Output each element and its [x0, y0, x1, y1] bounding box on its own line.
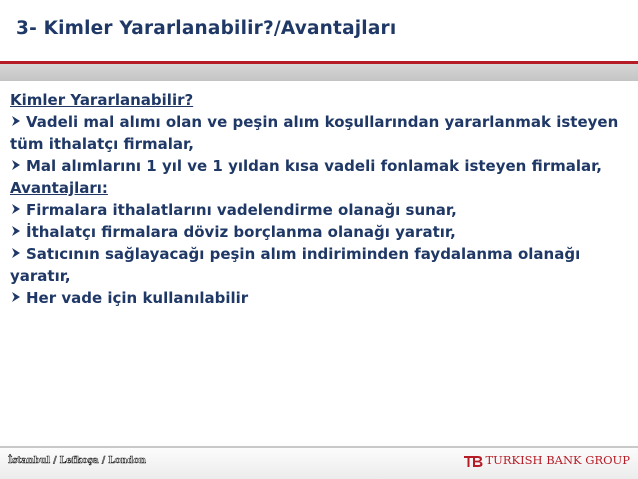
arrow-bullet-icon [10, 243, 26, 265]
arrow-bullet-icon [10, 111, 26, 133]
list-item [10, 287, 630, 309]
list-item [10, 199, 630, 221]
footer-cities: İstanbul / Lefkoşa / London [8, 456, 146, 466]
brand-name: TURKISH BANK GROUP [485, 453, 630, 467]
arrow-bullet-icon [10, 287, 26, 309]
list-item-text: İthalatçı firmalara döviz borçlanma olanağı yaratır, [26, 223, 456, 241]
arrow-bullet-icon [10, 155, 26, 177]
brand-logo-group [463, 453, 631, 467]
arrow-bullet-icon [10, 221, 26, 243]
list-item-text: Vadeli mal alımı olan ve peşin alım koşullarından yararlanmak isteyen tüm ithalatçı firmalar, [10, 113, 619, 153]
section-heading-who: Kimler Yararlanabilir? [10, 91, 194, 109]
arrow-bullet-icon [10, 199, 26, 221]
list-item [10, 243, 630, 287]
list-item [10, 111, 630, 155]
slide-body [10, 89, 630, 309]
list-item [10, 221, 630, 243]
slide-title: 3- Kimler Yararlanabilir?/Avantajları [16, 18, 397, 39]
list-item-text: Satıcının sağlayacağı peşin alım indiriminden faydalanma olanağı yaratır, [10, 245, 581, 285]
section-heading-advantages: Avantajları: [10, 179, 108, 197]
footer-divider [0, 446, 638, 448]
header-divider-line [0, 61, 638, 64]
header-divider-band [0, 61, 638, 81]
list-item-text: Mal alımlarını 1 yıl ve 1 yıldan kısa vadeli fonlamak isteyen firmalar, [26, 157, 603, 175]
list-item-text: Firmalara ithalatlarını vadelendirme olanağı sunar, [26, 201, 457, 219]
list-item [10, 155, 630, 177]
list-item-text: Her vade için kullanılabilir [26, 289, 249, 307]
tb-logo-icon [463, 453, 483, 467]
